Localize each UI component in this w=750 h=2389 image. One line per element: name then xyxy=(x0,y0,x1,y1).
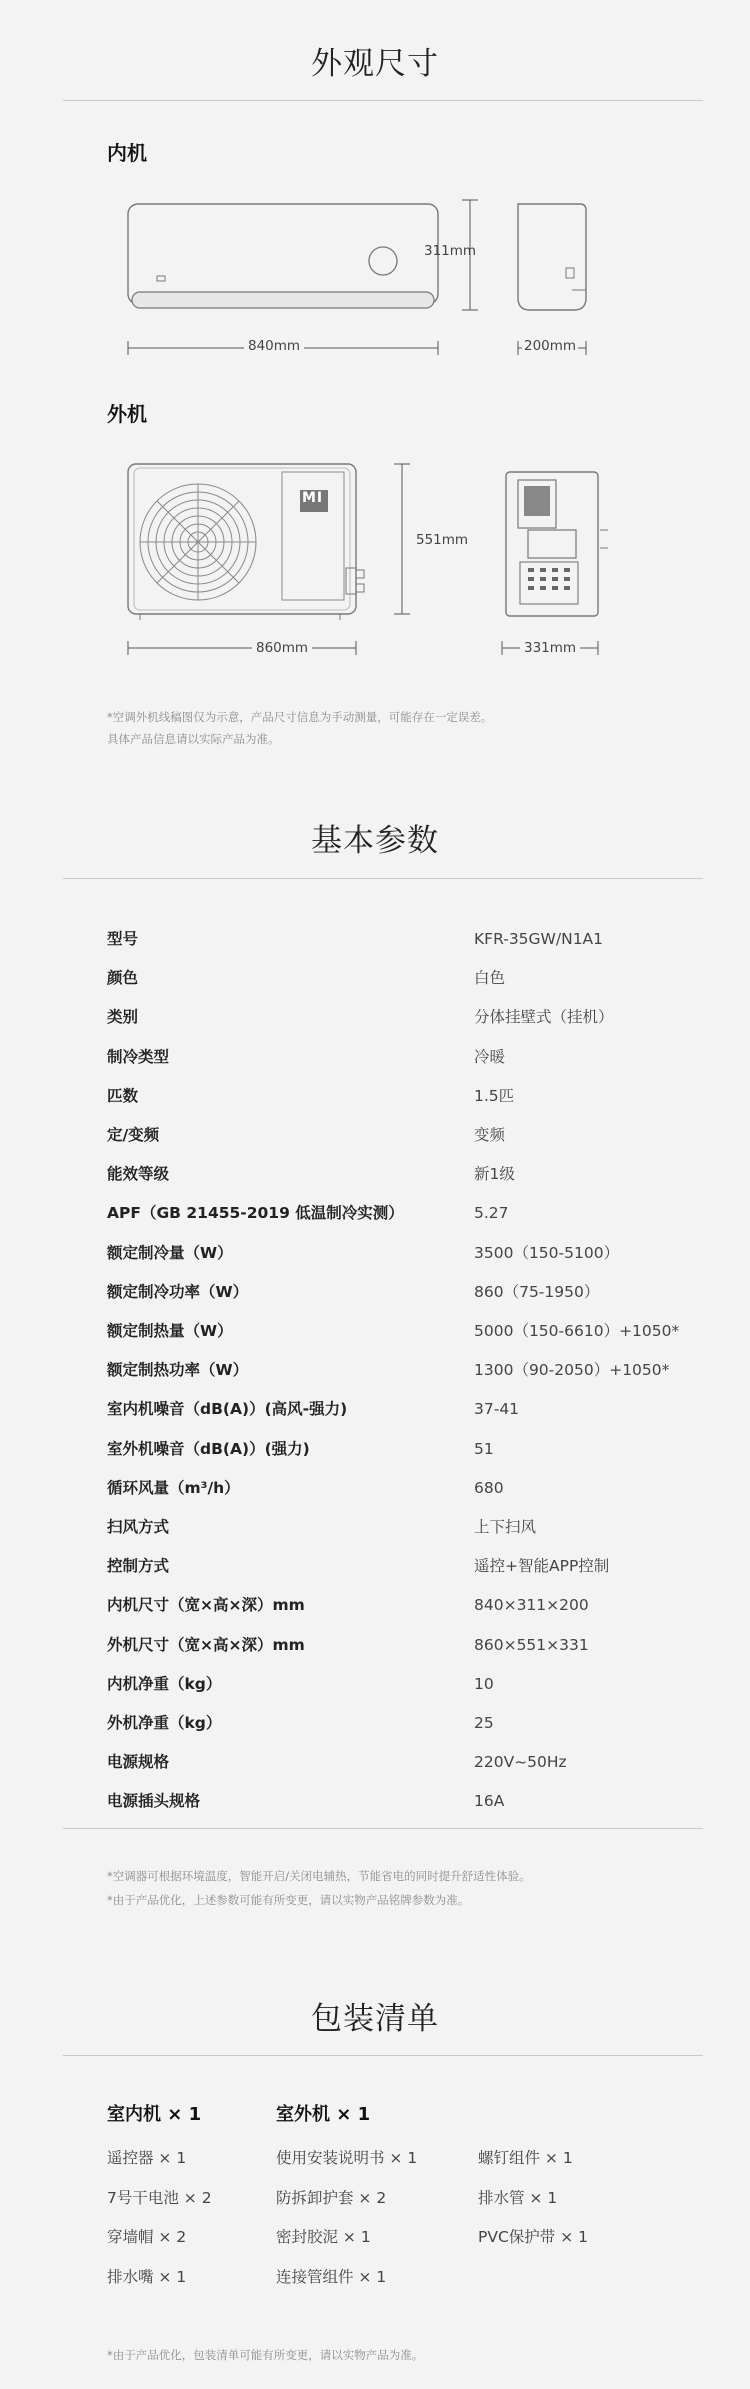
spec-label: 电源规格 xyxy=(107,1753,170,1772)
spec-row xyxy=(107,1390,707,1429)
spec-value: KFR-35GW/N1A1 xyxy=(474,930,604,948)
specs-bottom-divider xyxy=(63,1828,703,1829)
spec-row xyxy=(107,1547,707,1586)
appearance-note-2: 具体产品信息请以实际产品为准。 xyxy=(107,732,280,746)
spec-label: 额定制热量（W） xyxy=(107,1322,233,1340)
spec-label: 颜色 xyxy=(107,969,139,988)
spec-label: 电源插头规格 xyxy=(107,1792,201,1811)
spec-value: 5.27 xyxy=(474,1204,509,1223)
spec-value: 遥控+智能APP控制 xyxy=(474,1557,610,1576)
spec-row xyxy=(107,1351,707,1390)
spec-label: 额定制热功率（W） xyxy=(107,1361,249,1380)
spec-label: 定/变频 xyxy=(107,1126,160,1144)
spec-row xyxy=(107,1155,707,1194)
spec-label: 循环风量（m³/h） xyxy=(107,1478,240,1497)
spec-row xyxy=(107,1194,707,1233)
packing-item: 排水管 × 1 xyxy=(478,2188,558,2207)
packing-note: *由于产品优化，包装清单可能有所变更，请以实物产品为准。 xyxy=(107,2348,424,2362)
packing-item: 防拆卸护套 × 2 xyxy=(276,2188,387,2207)
packing-item: 遥控器 × 1 xyxy=(107,2149,187,2167)
appearance-title: 外观尺寸 xyxy=(311,46,439,82)
spec-value: 分体挂壁式（挂机） xyxy=(474,1008,614,1027)
packing-item: 螺钉组件 × 1 xyxy=(478,2149,573,2167)
spec-label: 额定制冷功率（W） xyxy=(107,1282,249,1301)
packing-title: 包装清单 xyxy=(311,2001,439,2037)
spec-row xyxy=(107,1430,707,1469)
outdoor-logo: MI xyxy=(302,490,324,506)
spec-value: 变频 xyxy=(474,1126,506,1144)
spec-row xyxy=(107,1586,707,1625)
spec-value: 840×311×200 xyxy=(474,1596,589,1615)
spec-row xyxy=(107,1038,707,1077)
spec-row xyxy=(107,1116,707,1155)
spec-row xyxy=(107,920,707,959)
spec-value: 白色 xyxy=(474,969,506,988)
spec-label: 室外机噪音（dB(A)）(强力) xyxy=(107,1439,310,1458)
spec-value: 37-41 xyxy=(474,1400,520,1419)
spec-label: 制冷类型 xyxy=(107,1047,170,1066)
specs-note-2: *由于产品优化，上述参数可能有所变更，请以实物产品铭牌参数为准。 xyxy=(107,1893,470,1907)
spec-value: 5000（150-6610）+1050* xyxy=(474,1322,680,1340)
packing-item: 密封胶泥 × 1 xyxy=(276,2228,371,2246)
spec-value: 3500（150-5100） xyxy=(474,1243,620,1262)
spec-row xyxy=(107,959,707,998)
outdoor-height-label: 551mm xyxy=(416,532,469,548)
spec-value: 25 xyxy=(474,1714,494,1732)
spec-value: 上下扫风 xyxy=(474,1518,537,1536)
spec-label: 室内机噪音（dB(A)）(高风-强力) xyxy=(107,1400,348,1419)
spec-label: 扫风方式 xyxy=(107,1518,170,1536)
spec-label: 能效等级 xyxy=(107,1165,170,1184)
spec-value: 860×551×331 xyxy=(474,1635,589,1654)
spec-row xyxy=(107,1626,707,1665)
outdoor-unit-drawing xyxy=(0,450,750,680)
packing-indoor-head: 室内机 × 1 xyxy=(107,2104,202,2125)
spec-label: 控制方式 xyxy=(107,1557,170,1576)
outdoor-unit-heading: 外机 xyxy=(107,402,147,426)
spec-row xyxy=(107,1665,707,1704)
packing-item: 7号干电池 × 2 xyxy=(107,2188,212,2207)
spec-row xyxy=(107,1704,707,1743)
indoor-unit-heading: 内机 xyxy=(107,141,147,165)
packing-item: 连接管组件 × 1 xyxy=(276,2267,387,2286)
outdoor-width-label: 860mm xyxy=(252,640,312,656)
appearance-divider xyxy=(63,100,703,101)
outdoor-depth-label: 331mm xyxy=(520,640,580,656)
spec-label: 匹数 xyxy=(107,1086,139,1105)
indoor-depth-label: 200mm xyxy=(524,338,577,354)
spec-label: 类别 xyxy=(107,1008,139,1027)
spec-row xyxy=(107,1077,707,1116)
spec-row xyxy=(107,1469,707,1508)
specs-title: 基本参数 xyxy=(311,823,439,859)
spec-value: 1300（90-2050）+1050* xyxy=(474,1361,670,1380)
spec-row xyxy=(107,1743,707,1782)
indoor-height-label: 311mm xyxy=(424,243,477,259)
spec-label: 额定制冷量（W） xyxy=(107,1243,233,1262)
spec-row xyxy=(107,1508,707,1547)
packing-item: 穿墙帽 × 2 xyxy=(107,2228,187,2246)
packing-outdoor-head: 室外机 × 1 xyxy=(276,2104,371,2125)
spec-label: 内机尺寸（宽×高×深）mm xyxy=(107,1596,305,1615)
packing-item: PVC保护带 × 1 xyxy=(478,2228,588,2246)
spec-label: 型号 xyxy=(107,930,139,948)
spec-row xyxy=(107,1234,707,1273)
indoor-unit-drawing xyxy=(0,180,750,370)
spec-row xyxy=(107,1312,707,1351)
spec-label: 外机净重（kg） xyxy=(107,1714,222,1732)
indoor-width-label: 840mm xyxy=(244,338,304,354)
spec-label: 外机尺寸（宽×高×深）mm xyxy=(107,1635,305,1654)
spec-value: 冷暖 xyxy=(474,1047,506,1066)
packing-item: 排水嘴 × 1 xyxy=(107,2267,187,2286)
spec-value: 新1级 xyxy=(474,1165,515,1184)
spec-row xyxy=(107,1782,707,1821)
spec-label: APF（GB 21455-2019 低温制冷实测） xyxy=(107,1204,404,1223)
spec-value: 220V~50Hz xyxy=(474,1753,567,1772)
spec-value: 10 xyxy=(474,1674,494,1693)
packing-item: 使用安装说明书 × 1 xyxy=(276,2149,418,2167)
packing-divider xyxy=(63,2055,703,2056)
spec-label: 内机净重（kg） xyxy=(107,1674,222,1693)
spec-value: 860（75-1950） xyxy=(474,1282,600,1301)
spec-value: 51 xyxy=(474,1439,494,1458)
spec-row xyxy=(107,998,707,1037)
spec-value: 1.5匹 xyxy=(474,1086,515,1105)
spec-value: 680 xyxy=(474,1478,504,1497)
spec-value: 16A xyxy=(474,1792,505,1811)
spec-row xyxy=(107,1273,707,1312)
specs-divider xyxy=(63,878,703,879)
specs-note-1: *空调器可根据环境温度，智能开启/关闭电辅热，节能省电的同时提升舒适性体验。 xyxy=(107,1869,531,1883)
appearance-note-1: *空调外机线稿图仅为示意，产品尺寸信息为手动测量，可能存在一定误差。 xyxy=(107,710,493,724)
